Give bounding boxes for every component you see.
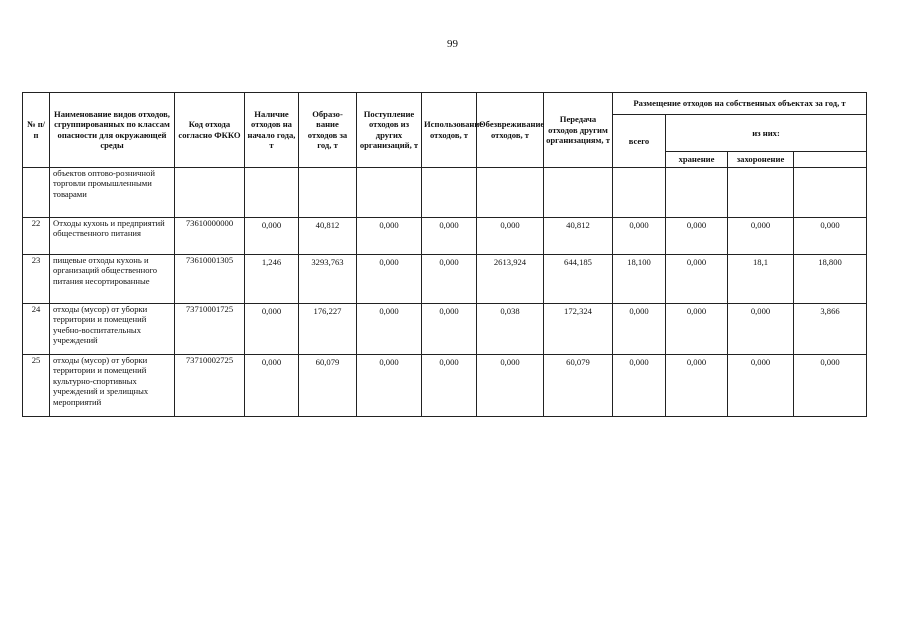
header-transferred: Передача отходов другим организациям, т	[544, 93, 613, 168]
header-burial: захоронение	[728, 151, 794, 167]
header-no: № п/п	[23, 93, 50, 168]
header-storage: хранение	[666, 151, 728, 167]
header-name: Наименование видов отходов, сгруппированных по классам опасности для окружающей среды	[50, 93, 175, 168]
header-received: Поступление отходов из других организаций, т	[357, 93, 422, 168]
table-row: 22 Отходы кухонь и предприятий общественного питания 73610000000 0,000 40,812 0,000 0,000 0,000 40,812 0,000 0,000 0,000 0,000	[23, 217, 867, 254]
page-number: 99	[447, 38, 458, 50]
table-row-continuation	[23, 167, 867, 217]
header-code: Код отхода согласно ФККО	[175, 93, 245, 168]
continuation-text: объектов оптово-розничной торговли промышленными товарами	[50, 167, 175, 217]
header-start: Наличие отходов на начало года, т	[245, 93, 299, 168]
waste-table	[22, 92, 867, 417]
header-placement: Размещение отходов на собственных объектах за год, т	[613, 93, 867, 115]
table-row: 23 пищевые отходы кухонь и организаций общественного питания несортированные 73610001305 1,246 3293,763 0,000 0,000 2613,924 644,185 18,100 0,000 18,1 18,800	[23, 254, 867, 303]
header-total: всего	[613, 115, 666, 168]
table-row: 25 отходы (мусор) от уборки территории и помещений культурно-спортивных учреждений и зрелищных мероприятий 73710002725 0,000 60,079 0,000 0,000 0,000 60,079 0,000 0,000 0,000 0,000	[23, 354, 867, 416]
header-of-them: из них:	[666, 115, 867, 152]
header-formed: Образо-вание отходов за год, т	[299, 93, 357, 168]
header-used: Использование отходов, т	[422, 93, 477, 168]
header-neutralized: Обезвреживание отходов, т	[477, 93, 544, 168]
table-row: 24 отходы (мусор) от уборки территории и помещений учебно-воспитательных учреждений 73710001725 0,000 176,227 0,000 0,000 0,038 172,324 0,000 0,000 0,000 3,866	[23, 303, 867, 354]
